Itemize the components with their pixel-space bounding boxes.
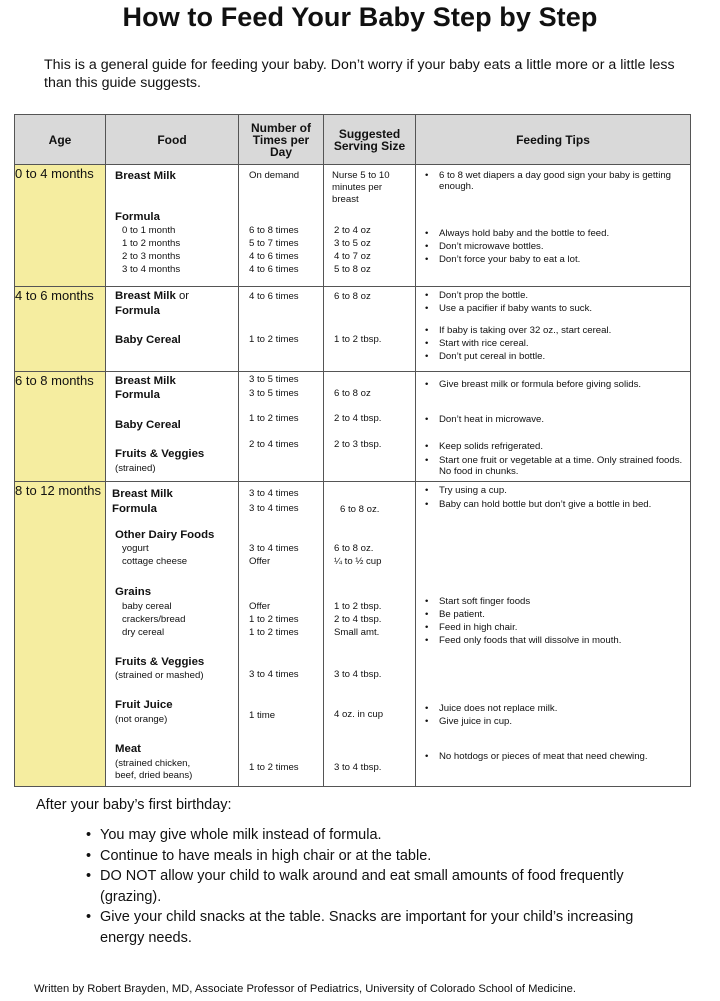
after-birthday-list [100, 825, 660, 948]
age-cell: 4 to 6 months [15, 287, 106, 372]
serving-value: 4 to 7 oz [334, 251, 371, 262]
header-age: Age [15, 115, 106, 165]
times-value: On demand [249, 170, 300, 181]
serving-cell [324, 372, 416, 482]
food-title: Breast Milk [115, 375, 176, 387]
food-title: Breast Milk [112, 488, 173, 500]
tip-item: • Don’t prop the bottle. [439, 290, 684, 301]
food-sub: (strained chicken, [115, 758, 191, 769]
food-sub: 3 to 4 months [122, 264, 181, 275]
food-title: Formula [112, 503, 157, 515]
food-title: Fruits & Veggies [115, 656, 205, 668]
times-value: 1 time [249, 710, 276, 721]
header-serving: Suggested Serving Size [324, 115, 416, 165]
header-times: Number of Times per Day [239, 115, 324, 165]
feeding-guide-table [14, 114, 691, 787]
food-sub: crackers/bread [122, 614, 186, 625]
serving-value: 6 to 8 oz. [340, 504, 380, 515]
serving-value: 6 to 8 oz [334, 388, 371, 399]
food-sub: yogurt [122, 543, 149, 554]
food-sub: baby cereal [122, 601, 172, 612]
food-sub: dry cereal [122, 627, 165, 638]
food-cell [106, 165, 239, 287]
times-value: 4 to 6 times [249, 251, 299, 262]
tips-cell [416, 287, 691, 372]
tip-item: • Feed only foods that will dissolve in mouth. [439, 635, 684, 646]
list-item: • Continue to have meals in high chair or at the table. [100, 846, 660, 867]
times-value: 3 to 5 times [249, 374, 299, 385]
times-value: 1 to 2 times [249, 334, 299, 345]
times-cell [239, 165, 324, 287]
tip-item: • If baby is taking over 32 oz., start cereal. [439, 325, 684, 336]
times-value: 3 to 4 times [249, 488, 299, 499]
serving-value: 2 to 4 tbsp. [334, 614, 382, 625]
food-sub: (strained) [115, 463, 156, 474]
serving-value: Nurse 5 to 10 minutes per breast [332, 170, 390, 205]
food-title: Formula [115, 211, 160, 223]
tip-item: • Baby can hold bottle but don’t give a bottle in bed. [439, 499, 684, 510]
tip-item: • Try using a cup. [439, 485, 684, 496]
food-title: Baby Cereal [115, 334, 181, 346]
serving-value: 3 to 4 tbsp. [334, 669, 382, 680]
times-value: Offer [249, 601, 271, 612]
food-cell [106, 482, 239, 787]
table-row [15, 482, 691, 787]
serving-value: 1 to 2 tbsp. [334, 334, 382, 345]
times-value: 3 to 5 times [249, 388, 299, 399]
tip-item: • Don’t heat in microwave. [439, 414, 684, 425]
tip-item: • Don’t put cereal in bottle. [439, 351, 684, 362]
age-cell: 0 to 4 months [15, 165, 106, 287]
serving-value: 6 to 8 oz [334, 291, 371, 302]
food-sub: beef, dried beans) [115, 770, 193, 781]
serving-value: 2 to 4 oz [334, 225, 371, 236]
food-title: Fruits & Veggies [115, 448, 205, 460]
serving-value: 2 to 4 tbsp. [334, 413, 382, 424]
times-value: 3 to 4 times [249, 503, 299, 514]
serving-value: Small amt. [334, 627, 380, 638]
times-value: 1 to 2 times [249, 413, 299, 424]
times-cell [239, 372, 324, 482]
list-item: • You may give whole milk instead of formula. [100, 825, 660, 846]
serving-value: 1 to 2 tbsp. [334, 601, 382, 612]
food-sub: (not orange) [115, 714, 168, 725]
serving-value: 6 to 8 oz. [334, 543, 374, 554]
food-sub: 2 to 3 months [122, 251, 181, 262]
times-value: 6 to 8 times [249, 225, 299, 236]
times-value: 4 to 6 times [249, 264, 299, 275]
times-value: 1 to 2 times [249, 762, 299, 773]
after-birthday-heading: After your baby’s first birthday: [36, 797, 232, 813]
serving-cell [324, 287, 416, 372]
tip-item: • Don’t microwave bottles. [439, 241, 684, 252]
times-value: 2 to 4 times [249, 439, 299, 450]
tips-cell [416, 165, 691, 287]
times-value: 3 to 4 times [249, 669, 299, 680]
table-row [15, 165, 691, 287]
serving-value: 3 to 5 oz [334, 238, 371, 249]
author-credit: Written by Robert Brayden, MD, Associate Professor of Pediatrics, University of Colorado School of Medicine. [34, 983, 576, 995]
list-item: • DO NOT allow your child to walk around and eat small amounts of food frequently (grazing). [100, 866, 660, 907]
tips-cell [416, 372, 691, 482]
times-cell [239, 287, 324, 372]
tip-item: • Don’t force your baby to eat a lot. [439, 254, 684, 265]
tip-item: • Be patient. [439, 609, 684, 620]
times-value: 5 to 7 times [249, 238, 299, 249]
serving-value: 2 to 3 tbsp. [334, 439, 382, 450]
times-value: 1 to 2 times [249, 627, 299, 638]
food-cell [106, 372, 239, 482]
tip-item: • Keep solids refrigerated. [439, 441, 684, 452]
age-cell: 8 to 12 months [15, 482, 106, 787]
times-value: 4 to 6 times [249, 291, 299, 302]
food-title: Meat [115, 743, 141, 755]
tip-item: • Start soft finger foods [439, 596, 684, 607]
list-item: • Give your child snacks at the table. Snacks are important for your child’s increasing energy needs. [100, 907, 660, 948]
food-title: Fruit Juice [115, 699, 173, 711]
food-title: Formula [115, 389, 160, 401]
food-title: Formula [115, 305, 160, 317]
food-title: Breast Milk [115, 170, 176, 182]
food-title: Other Dairy Foods [115, 529, 215, 541]
tip-item: • Start one fruit or vegetable at a time. Only strained foods. No food in chunks. [439, 455, 684, 477]
table-row [15, 287, 691, 372]
tip-item: • Always hold baby and the bottle to feed. [439, 228, 684, 239]
page-title: How to Feed Your Baby Step by Step [122, 2, 598, 32]
food-sub: (strained or mashed) [115, 670, 204, 681]
table-row [15, 372, 691, 482]
tip-item: • Give breast milk or formula before giving solids. [439, 379, 684, 390]
times-cell [239, 482, 324, 787]
tip-item: • Give juice in cup. [439, 716, 684, 727]
tip-item: • Feed in high chair. [439, 622, 684, 633]
food-title: Grains [115, 586, 152, 598]
serving-value: 5 to 8 oz [334, 264, 371, 275]
serving-value: 4 oz. in cup [334, 709, 384, 720]
header-tips: Feeding Tips [416, 115, 691, 165]
food-cell [106, 287, 239, 372]
header-food: Food [106, 115, 239, 165]
tips-cell [416, 482, 691, 787]
times-value: 1 to 2 times [249, 614, 299, 625]
times-value: 3 to 4 times [249, 543, 299, 554]
serving-cell [324, 165, 416, 287]
age-cell: 6 to 8 months [15, 372, 106, 482]
times-value: Offer [249, 556, 271, 567]
tip-item: • Juice does not replace milk. [439, 703, 684, 714]
food-sub: cottage cheese [122, 556, 188, 567]
tip-item: • Start with rice cereal. [439, 338, 684, 349]
food-sub: 1 to 2 months [122, 238, 181, 249]
tip-item: • No hotdogs or pieces of meat that need chewing. [439, 751, 684, 762]
serving-value: ¼ to ½ cup [334, 556, 382, 567]
serving-value: 3 to 4 tbsp. [334, 762, 382, 773]
food-title: Breast Milk or [115, 290, 190, 302]
table-header-row [15, 115, 691, 165]
tip-item: • 6 to 8 wet diapers a day good sign your baby is getting enough. [439, 170, 684, 192]
food-sub: 0 to 1 month [122, 225, 176, 236]
tip-item: • Use a pacifier if baby wants to suck. [439, 303, 684, 314]
food-title: Baby Cereal [115, 419, 181, 431]
serving-cell [324, 482, 416, 787]
intro-text: This is a general guide for feeding your baby. Don’t worry if your baby eats a little more or a little less than this guide suggests. [44, 57, 675, 91]
